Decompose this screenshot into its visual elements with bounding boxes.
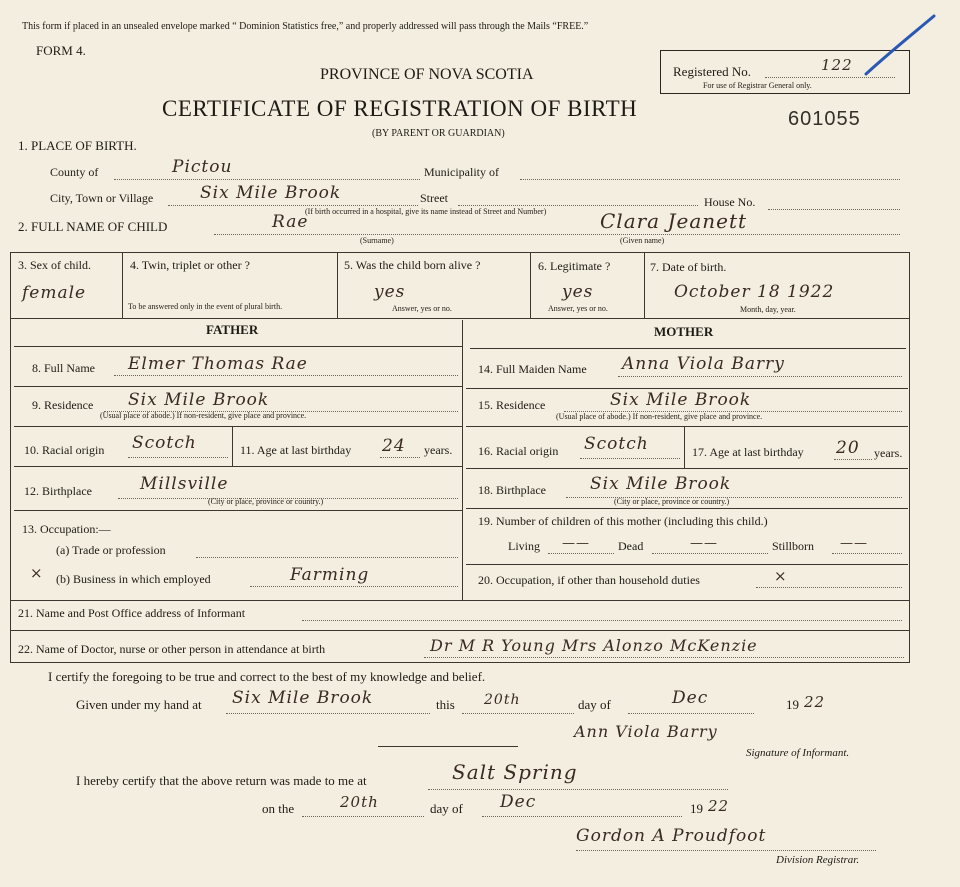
registrar-signature: Gordon A Proudfoot xyxy=(576,826,767,846)
twin-note: To be answered only in the event of plural birth. xyxy=(128,302,283,311)
mother-name-line xyxy=(618,376,902,377)
certificate-number: 601055 xyxy=(788,108,861,130)
street-line xyxy=(458,205,698,206)
living-label: Living xyxy=(508,539,540,553)
place-of-birth-label: 1. PLACE OF BIRTH. xyxy=(18,138,137,153)
given-day-of-label: day of xyxy=(578,697,611,712)
rule-row3-top xyxy=(10,252,910,253)
street-label: Street xyxy=(420,191,448,205)
rule-father-4 xyxy=(14,510,462,511)
trade-line xyxy=(196,557,458,558)
twin-label: 4. Twin, triplet or other ? xyxy=(130,258,250,272)
occupation-label: 13. Occupation:— xyxy=(22,522,111,536)
informant-line xyxy=(302,620,902,621)
registrar-on-the-label: on the xyxy=(262,801,295,816)
province-heading: PROVINCE OF NOVA SCOTIA xyxy=(320,66,534,83)
mother-age-value: 20 xyxy=(836,438,860,458)
business-value: Farming xyxy=(290,565,370,585)
rule-father-3 xyxy=(14,466,462,467)
child-name-line xyxy=(214,234,900,235)
father-birthplace-label: 12. Birthplace xyxy=(24,484,92,498)
registrar-caption: Division Registrar. xyxy=(776,854,860,866)
given-month-line xyxy=(628,713,754,714)
doctor-value: Dr M R Young Mrs Alonzo McKenzie xyxy=(430,636,758,655)
hospital-note: (If birth occurred in a hospital, give its name instead of Street and Number) xyxy=(305,207,547,216)
business-label: (b) Business in which employed xyxy=(56,572,211,586)
municipality-line xyxy=(520,179,900,180)
rule-mother-1 xyxy=(466,388,908,389)
certification-statement: I certify the foregoing to be true and correct to the best of my knowledge and belief. xyxy=(48,669,486,684)
mother-occupation-label: 20. Occupation, if other than household duties xyxy=(478,573,700,587)
given-under-label: Given under my hand at xyxy=(76,697,202,712)
registered-no-label: Registered No. xyxy=(673,64,751,79)
father-age-line xyxy=(380,457,420,458)
doctor-line xyxy=(424,657,904,658)
given-place-line xyxy=(226,713,430,714)
postal-notice: This form if placed in an unsealed envelope marked “ Dominion Statistics free,” and properly addressed will pass through the Mails “FREE.” xyxy=(22,21,589,32)
rule-mother-5 xyxy=(466,564,908,565)
father-birthplace-note: (City or place, province or country.) xyxy=(208,497,324,506)
given-place-value: Six Mile Brook xyxy=(232,688,374,708)
given-day-line xyxy=(462,713,574,714)
trade-label: (a) Trade or profession xyxy=(56,543,166,557)
rule-father-2 xyxy=(14,426,462,427)
mother-residence-label: 15. Residence xyxy=(478,398,546,412)
mother-name-label: 14. Full Maiden Name xyxy=(478,362,587,376)
given-name-caption: (Given name) xyxy=(620,236,665,245)
date-of-birth-note: Month, day, year. xyxy=(740,305,796,314)
child-surname: Rae xyxy=(272,212,309,232)
registered-no-value: 122 xyxy=(821,56,853,74)
child-given-name: Clara Jeanett xyxy=(600,209,748,233)
mother-age-line xyxy=(834,459,872,460)
registrar-day-value: 20th xyxy=(340,793,379,811)
rule-informant-bottom xyxy=(10,630,910,631)
city-value: Six Mile Brook xyxy=(200,183,342,203)
legitimate-label: 6. Legitimate ? xyxy=(538,259,611,273)
rule-col5 xyxy=(337,252,338,318)
municipality-label: Municipality of xyxy=(424,165,499,179)
sex-value: female xyxy=(22,283,87,303)
legitimate-value: yes xyxy=(562,282,594,302)
rule-mother-heading xyxy=(470,348,906,349)
registrar-year-value: 22 xyxy=(708,797,730,815)
document-title: CERTIFICATE OF REGISTRATION OF BIRTH xyxy=(162,96,638,121)
registrar-place-value: Salt Spring xyxy=(452,760,578,784)
county-value: Pictou xyxy=(172,157,233,177)
father-residence-label: 9. Residence xyxy=(32,398,94,412)
county-label: County of xyxy=(50,165,99,179)
rule-mother-4 xyxy=(466,508,908,509)
rule-father-age xyxy=(232,426,233,466)
father-age-label: 11. Age at last birthday xyxy=(240,443,352,457)
child-name-label: 2. FULL NAME OF CHILD xyxy=(18,219,168,234)
rule-mother-2 xyxy=(466,426,908,427)
informant-label: 21. Name and Post Office address of Informant xyxy=(18,606,246,620)
living-dash: —— xyxy=(562,536,590,551)
given-year-value: 22 xyxy=(804,693,826,711)
form-number: FORM 4. xyxy=(36,43,86,58)
rule-col3 xyxy=(122,252,123,318)
registrar-place-line xyxy=(428,789,728,790)
mother-birthplace-note: (City or place, province or country.) xyxy=(614,497,730,506)
father-residence-value: Six Mile Brook xyxy=(128,390,270,410)
mother-age-label: 17. Age at last birthday xyxy=(692,445,804,459)
rule-mother-3 xyxy=(466,468,908,469)
blue-ink-mark xyxy=(860,12,940,82)
father-racial-label: 10. Racial origin xyxy=(24,443,105,457)
registrar-statement: I hereby certify that the above return was made to me at xyxy=(76,773,367,788)
mother-occupation-mark: × xyxy=(774,567,788,585)
rule-doctor-bottom xyxy=(10,662,910,663)
father-heading: FATHER xyxy=(206,322,259,337)
sex-label: 3. Sex of child. xyxy=(18,258,91,272)
rule-informant-top xyxy=(10,600,910,601)
given-month-value: Dec xyxy=(672,688,709,708)
rule-father-heading xyxy=(14,346,462,347)
mother-racial-line xyxy=(580,458,680,459)
mother-residence-value: Six Mile Brook xyxy=(610,390,752,410)
registrar-month-line xyxy=(482,816,682,817)
house-number-label: House No. xyxy=(704,195,756,209)
given-year-prefix: 19 xyxy=(786,697,799,712)
mother-age-unit: years. xyxy=(874,446,903,460)
given-day-value: 20th xyxy=(484,692,521,708)
mother-racial-label: 16. Racial origin xyxy=(478,444,559,458)
alive-note: Answer, yes or no. xyxy=(392,304,452,313)
father-racial-value: Scotch xyxy=(132,433,197,453)
father-name-line xyxy=(114,375,458,376)
registered-no-note: For use of Registrar General only. xyxy=(703,81,812,90)
mother-birthplace-label: 18. Birthplace xyxy=(478,483,546,497)
county-line xyxy=(114,179,420,180)
rule-short-divider xyxy=(378,746,518,747)
business-line xyxy=(250,586,458,587)
doctor-label: 22. Name of Doctor, nurse or other person in attendance at birth xyxy=(18,642,326,656)
mother-residence-note: (Usual place of abode.) If non-resident, give place and province. xyxy=(556,412,763,421)
registrar-year-prefix: 19 xyxy=(690,801,703,816)
date-of-birth-label: 7. Date of birth. xyxy=(650,260,727,274)
father-birthplace-value: Millsville xyxy=(140,474,229,494)
registrar-signature-line xyxy=(576,850,876,851)
rule-col6 xyxy=(530,252,531,318)
registrar-day-line xyxy=(302,816,424,817)
stillborn-dash: —— xyxy=(840,536,868,551)
given-this-label: this xyxy=(436,697,455,712)
document-subtitle: (BY PARENT OR GUARDIAN) xyxy=(372,128,505,139)
rule-col7 xyxy=(644,252,645,318)
rule-father-1 xyxy=(14,386,462,387)
father-name-label: 8. Full Name xyxy=(32,361,95,375)
mother-name-value: Anna Viola Barry xyxy=(622,354,785,374)
informant-signature: Ann Viola Barry xyxy=(574,722,718,741)
mother-occupation-line xyxy=(756,587,902,588)
informant-signature-caption: Signature of Informant. xyxy=(746,747,850,759)
children-count-label: 19. Number of children of this mother (including this child.) xyxy=(478,514,768,528)
alive-label: 5. Was the child born alive ? xyxy=(344,258,481,272)
occupation-check-mark: × xyxy=(30,564,44,582)
registrar-day-of-label: day of xyxy=(430,801,463,816)
mother-heading: MOTHER xyxy=(654,324,714,339)
rule-parent-divider xyxy=(462,320,463,600)
father-age-value: 24 xyxy=(382,436,406,456)
father-racial-line xyxy=(128,457,228,458)
rule-row3-bottom xyxy=(10,318,910,319)
registrar-month-value: Dec xyxy=(500,792,537,812)
house-number-line xyxy=(768,209,900,210)
city-label: City, Town or Village xyxy=(50,191,154,205)
rule-mother-age xyxy=(684,426,685,468)
date-of-birth-value: October 18 1922 xyxy=(674,282,835,302)
mother-racial-value: Scotch xyxy=(584,434,649,454)
father-name-value: Elmer Thomas Rae xyxy=(128,354,308,374)
alive-value: yes xyxy=(374,282,406,302)
stillborn-label: Stillborn xyxy=(772,539,815,553)
legitimate-note: Answer, yes or no. xyxy=(548,304,608,313)
father-age-unit: years. xyxy=(424,443,453,457)
surname-caption: (Surname) xyxy=(360,236,394,245)
city-line xyxy=(168,205,418,206)
dead-label: Dead xyxy=(618,539,644,553)
dead-dash: —— xyxy=(690,536,718,551)
father-residence-note: (Usual place of abode.) If non-resident, give place and province. xyxy=(100,411,307,420)
mother-birthplace-value: Six Mile Brook xyxy=(590,474,732,494)
